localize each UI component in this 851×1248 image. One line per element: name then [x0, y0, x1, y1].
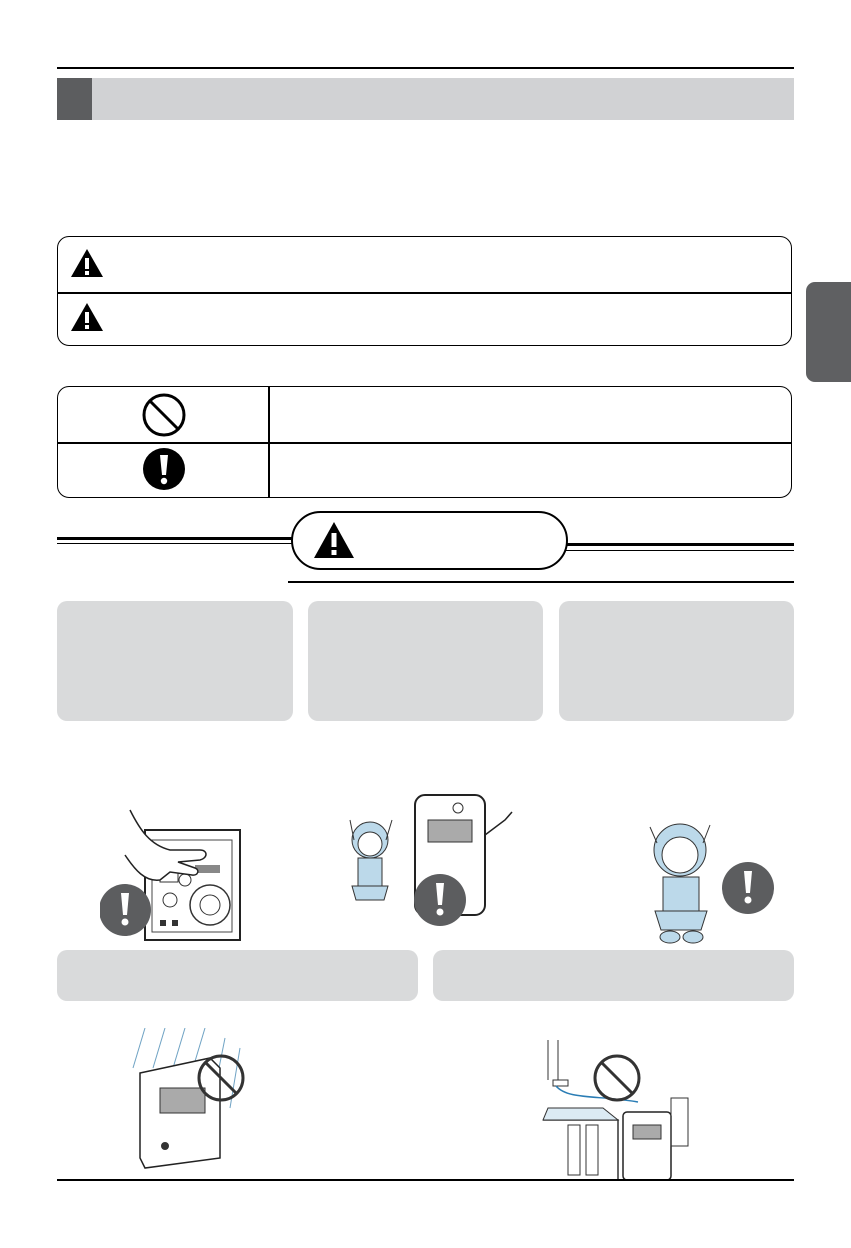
top-rule: [57, 67, 794, 69]
chapter-tab: [806, 282, 851, 382]
instruction-card: [433, 950, 794, 1001]
instruction-card: [57, 601, 293, 721]
mascot-phone-illustration: [635, 815, 785, 950]
section-underline: [288, 581, 794, 583]
section-heading-line: [566, 543, 794, 546]
section-title-bar: [57, 78, 794, 120]
mandatory-icon: [141, 446, 187, 492]
symbol-column-divider: [268, 387, 270, 497]
unit-sink-illustration: [528, 1040, 703, 1180]
unit-rain-illustration: [125, 1028, 255, 1173]
instruction-card: [308, 601, 543, 721]
section-heading-line: [566, 550, 794, 551]
prohibition-icon: [141, 392, 187, 438]
instruction-card: [57, 950, 418, 1001]
warning-legend-divider: [57, 292, 792, 294]
caution-triangle-icon: [70, 302, 104, 332]
controller-mascot-illustration: [340, 790, 530, 930]
instruction-card: [559, 601, 794, 721]
section-heading-line: [57, 537, 297, 540]
bottom-rule: [57, 1179, 794, 1181]
symbol-row-divider: [57, 442, 792, 444]
warning-triangle-icon: [70, 248, 104, 278]
warning-triangle-icon: [313, 521, 355, 559]
section-heading-line: [57, 543, 297, 544]
warning-legend-box: [57, 236, 792, 346]
title-marker: [57, 78, 92, 120]
circuit-board-illustration: [100, 800, 250, 945]
